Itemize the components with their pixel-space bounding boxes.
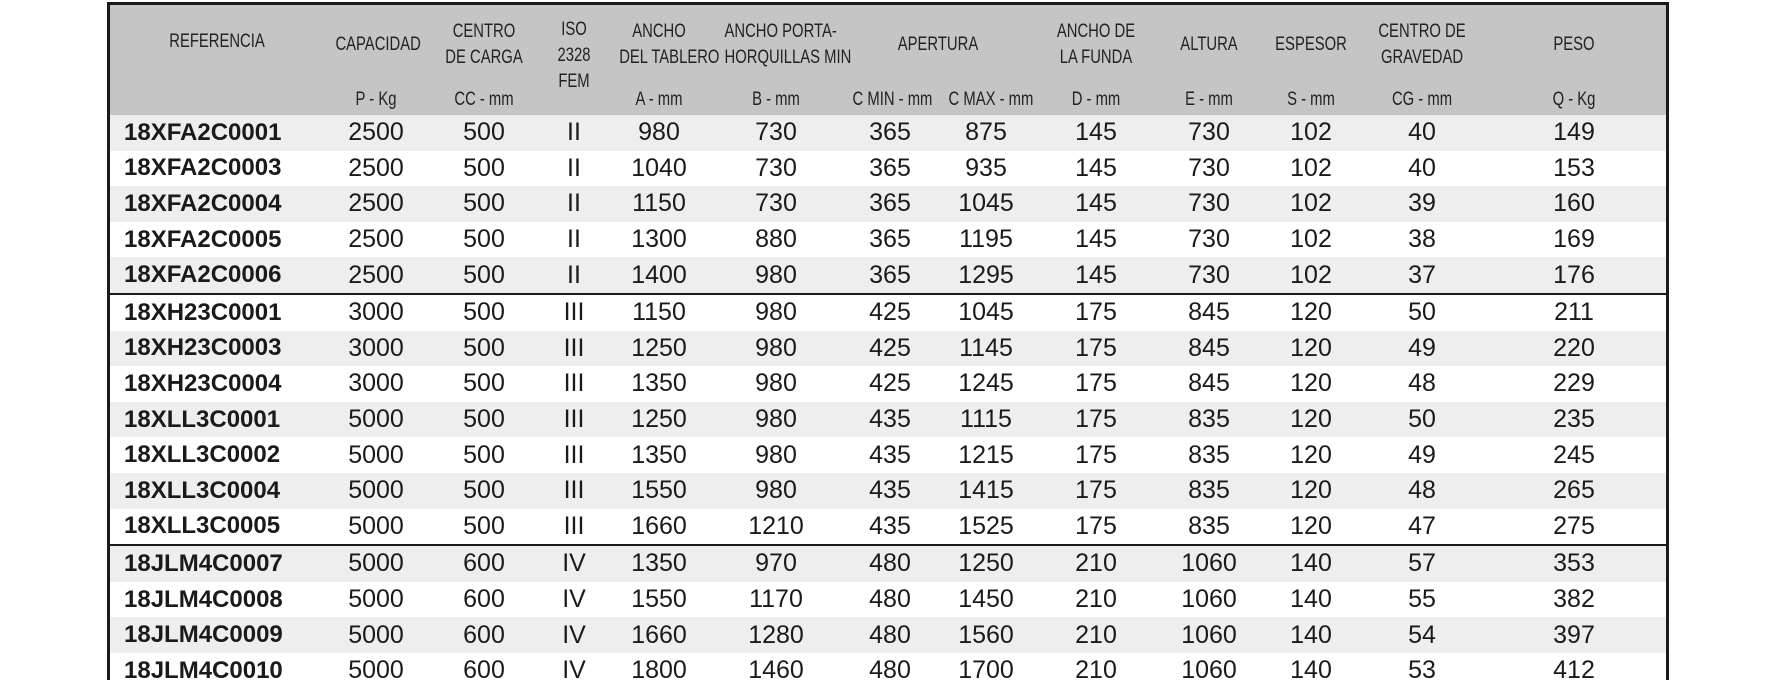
cell-altura: 730 bbox=[1188, 225, 1230, 254]
cell-iso: II bbox=[567, 153, 581, 182]
cell-altura: 730 bbox=[1188, 189, 1230, 218]
unit-espesor: S - mm bbox=[1287, 88, 1335, 110]
cell-espesor: 120 bbox=[1290, 476, 1332, 505]
cell-peso: 149 bbox=[1553, 118, 1595, 147]
cell-ancho-funda: 175 bbox=[1034, 294, 1158, 331]
cell-referencia: 18XFA2C0004 bbox=[124, 189, 282, 217]
cell-referencia: 18JLM4C0008 bbox=[124, 585, 283, 613]
cell-referencia: 18XFA2C0001 bbox=[124, 118, 282, 146]
cell-espesor: 140 bbox=[1260, 545, 1362, 582]
col-ancho-porta-line2: HORQUILLAS MIN bbox=[724, 46, 852, 68]
cell-ancho-tablero: 1350 bbox=[631, 369, 687, 398]
cell-altura: 730 bbox=[1188, 260, 1230, 289]
cell-centro-carga: 600 bbox=[428, 545, 540, 582]
cell-referencia: 18XH23C0004 bbox=[124, 369, 282, 397]
cell-capacidad: 3000 bbox=[348, 333, 404, 362]
cell-altura: 835 bbox=[1188, 405, 1230, 434]
cell-centro-carga: 500 bbox=[463, 260, 505, 289]
cell-centro-gravedad: 48 bbox=[1408, 369, 1436, 398]
cell-centro-gravedad: 48 bbox=[1408, 476, 1436, 505]
cell-iso: III bbox=[563, 476, 585, 505]
cell-referencia: 18XLL3C0002 bbox=[124, 441, 281, 469]
cell-ancho-porta: 980 bbox=[755, 260, 797, 289]
cell-ancho-funda: 175 bbox=[1075, 333, 1117, 362]
table-row bbox=[110, 151, 1666, 187]
table-row bbox=[110, 366, 1666, 402]
cell-capacidad: 2500 bbox=[348, 153, 404, 182]
cell-iso: III bbox=[563, 369, 585, 398]
cell-capacidad: 5000 bbox=[348, 585, 404, 614]
cell-ancho-porta: 1280 bbox=[748, 620, 804, 649]
cell-centro-gravedad: 38 bbox=[1408, 225, 1436, 254]
cell-referencia: 18XLL3C0001 bbox=[124, 405, 281, 433]
cell-ancho-tablero: 1550 bbox=[631, 585, 687, 614]
cell-altura: 730 bbox=[1188, 118, 1230, 147]
cell-ancho-tablero: 1660 bbox=[631, 511, 687, 540]
cell-altura: 1060 bbox=[1158, 545, 1260, 582]
cell-iso: III bbox=[540, 294, 608, 331]
unit-ancho-funda: D - mm bbox=[1071, 88, 1121, 110]
cell-c-max: 1450 bbox=[958, 585, 1014, 614]
cell-c-max: 1560 bbox=[958, 620, 1014, 649]
cell-ancho-porta: 730 bbox=[755, 153, 797, 182]
cell-ancho-porta: 980 bbox=[755, 440, 797, 469]
cell-peso: 169 bbox=[1553, 225, 1595, 254]
table-row bbox=[110, 617, 1666, 653]
col-centro-carga bbox=[440, 5, 527, 84]
cell-ancho-tablero: 1660 bbox=[631, 620, 687, 649]
cell-peso: 265 bbox=[1553, 476, 1595, 505]
cell-espesor: 102 bbox=[1290, 153, 1332, 182]
cell-centro-gravedad: 40 bbox=[1408, 118, 1436, 147]
header-row bbox=[110, 5, 1666, 84]
cell-centro-carga: 600 bbox=[463, 585, 505, 614]
cell-ancho-porta: 730 bbox=[755, 189, 797, 218]
cell-iso: III bbox=[563, 440, 585, 469]
cell-capacidad: 5000 bbox=[348, 405, 404, 434]
cell-altura: 1060 bbox=[1181, 585, 1237, 614]
table-row bbox=[110, 473, 1666, 509]
table-row bbox=[110, 582, 1666, 618]
cell-ancho-funda: 145 bbox=[1075, 118, 1117, 147]
cell-ancho-tablero: 1150 bbox=[632, 189, 686, 218]
cell-c-max: 1250 bbox=[938, 545, 1034, 582]
unit-c-max: C MAX - mm bbox=[948, 88, 1034, 110]
col-centro-gravedad bbox=[1375, 5, 1469, 84]
spec-table bbox=[110, 5, 1666, 689]
cell-centro-carga: 500 bbox=[428, 294, 540, 331]
cell-centro-carga: 500 bbox=[463, 476, 505, 505]
col-peso: PESO bbox=[1553, 33, 1595, 55]
cell-espesor: 140 bbox=[1290, 585, 1332, 614]
cell-ancho-tablero: 980 bbox=[638, 118, 680, 147]
cell-c-max: 1195 bbox=[959, 225, 1013, 254]
cell-referencia: 18XLL3C0005 bbox=[124, 512, 281, 540]
table-header bbox=[110, 5, 1666, 115]
cell-espesor: 120 bbox=[1260, 294, 1362, 331]
cell-c-max: 1525 bbox=[958, 511, 1014, 540]
cell-altura: 1060 bbox=[1181, 620, 1237, 649]
cell-ancho-porta: 970 bbox=[710, 545, 842, 582]
cell-peso: 176 bbox=[1553, 260, 1595, 289]
cell-referencia: 18XFA2C0003 bbox=[124, 154, 282, 182]
col-iso-line3: FEM bbox=[558, 71, 590, 92]
cell-espesor: 102 bbox=[1290, 225, 1332, 254]
col-ancho-tablero-line2: DEL TABLERO bbox=[619, 46, 720, 68]
cell-centro-carga: 600 bbox=[463, 656, 505, 685]
cell-espesor: 140 bbox=[1290, 656, 1332, 685]
cell-peso: 153 bbox=[1553, 153, 1595, 182]
cell-c-min: 365 bbox=[869, 225, 911, 254]
cell-c-min: 425 bbox=[842, 294, 938, 331]
cell-centro-gravedad: 40 bbox=[1408, 153, 1436, 182]
cell-capacidad: 5000 bbox=[348, 440, 404, 469]
cell-ancho-funda: 145 bbox=[1075, 260, 1117, 289]
cell-c-min: 365 bbox=[869, 189, 911, 218]
cell-referencia: 18JLM4C0009 bbox=[124, 621, 283, 649]
col-iso-line2: 2328 bbox=[557, 45, 591, 66]
table-row bbox=[110, 437, 1666, 473]
cell-c-max: 1045 bbox=[958, 189, 1014, 218]
cell-ancho-tablero: 1150 bbox=[608, 294, 710, 331]
col-ancho-tablero bbox=[619, 5, 720, 84]
cell-referencia: 18JLM4C0007 bbox=[110, 545, 324, 582]
cell-ancho-funda: 210 bbox=[1034, 545, 1158, 582]
table-row bbox=[110, 186, 1666, 222]
cell-altura: 845 bbox=[1158, 294, 1260, 331]
cell-ancho-porta: 1460 bbox=[748, 656, 804, 685]
cell-ancho-tablero: 1250 bbox=[631, 333, 687, 362]
cell-iso: IV bbox=[540, 545, 608, 582]
cell-c-min: 435 bbox=[869, 511, 911, 540]
cell-altura: 835 bbox=[1188, 476, 1230, 505]
unit-peso: Q - Kg bbox=[1552, 88, 1596, 110]
cell-referencia: 18XFA2C0005 bbox=[124, 225, 282, 253]
cell-centro-carga: 500 bbox=[463, 189, 505, 218]
cell-peso: 220 bbox=[1553, 333, 1595, 362]
cell-ancho-funda: 210 bbox=[1075, 656, 1117, 685]
cell-c-min: 365 bbox=[869, 153, 911, 182]
cell-c-max: 1145 bbox=[959, 333, 1013, 362]
cell-c-min: 480 bbox=[869, 620, 911, 649]
cell-peso: 229 bbox=[1553, 369, 1595, 398]
unit-altura: E - mm bbox=[1185, 88, 1233, 110]
cell-ancho-tablero: 1040 bbox=[631, 153, 687, 182]
cell-c-max: 1045 bbox=[938, 294, 1034, 331]
cell-iso: IV bbox=[562, 656, 586, 685]
cell-iso: IV bbox=[562, 585, 586, 614]
cell-iso: II bbox=[567, 225, 581, 254]
cell-altura: 845 bbox=[1188, 369, 1230, 398]
cell-ancho-porta: 1170 bbox=[749, 585, 803, 614]
cell-centro-carga: 500 bbox=[463, 333, 505, 362]
cell-centro-carga: 500 bbox=[463, 511, 505, 540]
cell-centro-gravedad: 50 bbox=[1408, 405, 1436, 434]
table-row bbox=[110, 402, 1666, 438]
cell-c-min: 425 bbox=[869, 369, 911, 398]
cell-iso: III bbox=[563, 511, 585, 540]
col-iso bbox=[547, 5, 600, 115]
cell-iso: IV bbox=[562, 620, 586, 649]
table-row bbox=[110, 257, 1666, 294]
cell-centro-gravedad: 50 bbox=[1362, 294, 1482, 331]
cell-capacidad: 5000 bbox=[348, 476, 404, 505]
col-referencia: REFERENCIA bbox=[169, 31, 265, 52]
cell-centro-gravedad: 39 bbox=[1408, 189, 1436, 218]
cell-c-max: 1415 bbox=[958, 476, 1014, 505]
col-apertura: APERTURA bbox=[897, 33, 979, 55]
cell-ancho-porta: 1210 bbox=[748, 511, 804, 540]
cell-capacidad: 5000 bbox=[348, 656, 404, 685]
cell-capacidad: 2500 bbox=[348, 189, 404, 218]
cell-ancho-funda: 175 bbox=[1075, 476, 1117, 505]
cell-iso: III bbox=[563, 405, 585, 434]
col-altura: ALTURA bbox=[1180, 33, 1238, 55]
table-row bbox=[110, 653, 1666, 689]
cell-c-max: 1700 bbox=[958, 656, 1014, 685]
col-centro-gravedad-line1: CENTRO DE bbox=[1378, 20, 1466, 42]
cell-c-min: 425 bbox=[869, 333, 911, 362]
cell-c-min: 365 bbox=[869, 260, 911, 289]
cell-ancho-funda: 175 bbox=[1075, 511, 1117, 540]
cell-c-max: 875 bbox=[965, 118, 1007, 147]
col-iso-line1: ISO bbox=[561, 19, 587, 40]
cell-espesor: 140 bbox=[1290, 620, 1332, 649]
col-ancho-funda bbox=[1048, 5, 1145, 84]
cell-ancho-funda: 175 bbox=[1075, 440, 1117, 469]
cell-referencia: 18XFA2C0006 bbox=[124, 261, 282, 289]
cell-centro-carga: 600 bbox=[463, 620, 505, 649]
cell-altura: 835 bbox=[1188, 511, 1230, 540]
cell-altura: 1060 bbox=[1181, 656, 1237, 685]
table-row bbox=[110, 509, 1666, 546]
cell-ancho-funda: 210 bbox=[1075, 620, 1117, 649]
unit-capacidad: P - Kg bbox=[355, 88, 397, 110]
cell-iso: III bbox=[563, 333, 585, 362]
cell-centro-carga: 500 bbox=[463, 118, 505, 147]
cell-c-min: 435 bbox=[869, 440, 911, 469]
cell-referencia: 18XH23C0003 bbox=[124, 334, 282, 362]
unit-centro-gravedad: CG - mm bbox=[1391, 88, 1453, 110]
table-row bbox=[110, 294, 1666, 331]
cell-peso: 353 bbox=[1482, 545, 1666, 582]
cell-referencia: 18JLM4C0010 bbox=[124, 656, 283, 684]
cell-altura: 845 bbox=[1188, 333, 1230, 362]
cell-peso: 235 bbox=[1553, 405, 1595, 434]
cell-ancho-funda: 145 bbox=[1075, 153, 1117, 182]
table-row bbox=[110, 545, 1666, 582]
col-ancho-funda-line1: ANCHO DE bbox=[1056, 20, 1136, 42]
cell-c-max: 1215 bbox=[958, 440, 1014, 469]
cell-ancho-porta: 980 bbox=[755, 476, 797, 505]
cell-ancho-porta: 880 bbox=[755, 225, 797, 254]
cell-c-min: 435 bbox=[869, 405, 911, 434]
cell-c-max: 1295 bbox=[958, 260, 1014, 289]
cell-altura: 835 bbox=[1188, 440, 1230, 469]
table-row bbox=[110, 331, 1666, 367]
cell-ancho-porta: 980 bbox=[755, 405, 797, 434]
cell-ancho-tablero: 1550 bbox=[631, 476, 687, 505]
cell-ancho-funda: 145 bbox=[1075, 225, 1117, 254]
cell-peso: 245 bbox=[1553, 440, 1595, 469]
unit-row bbox=[110, 84, 1666, 115]
cell-espesor: 120 bbox=[1290, 333, 1332, 362]
cell-iso: II bbox=[567, 118, 581, 147]
col-capacidad: CAPACIDAD bbox=[335, 33, 421, 55]
table-row bbox=[110, 115, 1666, 151]
cell-peso: 160 bbox=[1553, 189, 1595, 218]
cell-c-max: 1115 bbox=[960, 405, 1012, 434]
cell-c-min: 365 bbox=[869, 118, 911, 147]
unit-c-min: C MIN - mm bbox=[852, 88, 933, 110]
col-centro-gravedad-line2: GRAVEDAD bbox=[1380, 46, 1464, 68]
col-espesor: ESPESOR bbox=[1275, 33, 1347, 55]
cell-ancho-funda: 175 bbox=[1075, 369, 1117, 398]
cell-espesor: 102 bbox=[1290, 260, 1332, 289]
cell-capacidad: 3000 bbox=[348, 369, 404, 398]
cell-espesor: 120 bbox=[1290, 440, 1332, 469]
cell-centro-gravedad: 37 bbox=[1408, 260, 1436, 289]
unit-ancho-porta: B - mm bbox=[752, 88, 800, 110]
cell-centro-carga: 500 bbox=[463, 369, 505, 398]
cell-capacidad: 5000 bbox=[348, 511, 404, 540]
cell-centro-gravedad: 57 bbox=[1362, 545, 1482, 582]
cell-ancho-funda: 175 bbox=[1075, 405, 1117, 434]
cell-altura: 730 bbox=[1188, 153, 1230, 182]
cell-peso: 275 bbox=[1553, 511, 1595, 540]
col-centro-carga-line1: CENTRO bbox=[452, 20, 516, 42]
cell-ancho-funda: 210 bbox=[1075, 585, 1117, 614]
cell-referencia: 18XLL3C0004 bbox=[124, 476, 281, 504]
cell-centro-gravedad: 49 bbox=[1408, 333, 1436, 362]
cell-iso: II bbox=[567, 260, 581, 289]
cell-c-min: 480 bbox=[869, 585, 911, 614]
col-ancho-porta-line1: ANCHO PORTA- bbox=[724, 20, 837, 42]
cell-referencia: 18XH23C0001 bbox=[110, 294, 324, 331]
cell-capacidad: 5000 bbox=[324, 545, 428, 582]
cell-ancho-porta: 730 bbox=[755, 118, 797, 147]
cell-iso: II bbox=[567, 189, 581, 218]
cell-centro-carga: 500 bbox=[463, 440, 505, 469]
cell-espesor: 102 bbox=[1290, 118, 1332, 147]
cell-ancho-porta: 980 bbox=[755, 369, 797, 398]
cell-ancho-porta: 980 bbox=[710, 294, 842, 331]
cell-peso: 211 bbox=[1482, 294, 1666, 331]
cell-centro-gravedad: 53 bbox=[1408, 656, 1436, 685]
cell-ancho-tablero: 1800 bbox=[631, 656, 687, 685]
cell-centro-gravedad: 54 bbox=[1408, 620, 1436, 649]
cell-ancho-funda: 145 bbox=[1075, 189, 1117, 218]
col-ancho-tablero-line1: ANCHO bbox=[632, 20, 686, 42]
cell-capacidad: 5000 bbox=[348, 620, 404, 649]
col-ancho-porta bbox=[724, 5, 852, 84]
spec-table-frame bbox=[107, 2, 1669, 685]
cell-c-min: 480 bbox=[869, 656, 911, 685]
cell-centro-gravedad: 47 bbox=[1408, 511, 1436, 540]
cell-c-max: 935 bbox=[965, 153, 1007, 182]
cell-ancho-tablero: 1400 bbox=[631, 260, 687, 289]
cell-peso: 382 bbox=[1553, 585, 1595, 614]
cell-centro-carga: 500 bbox=[463, 405, 505, 434]
cell-ancho-tablero: 1300 bbox=[631, 225, 687, 254]
cell-ancho-tablero: 1250 bbox=[631, 405, 687, 434]
cell-c-min: 480 bbox=[842, 545, 938, 582]
cell-c-min: 435 bbox=[869, 476, 911, 505]
cell-espesor: 120 bbox=[1290, 405, 1332, 434]
table-body bbox=[110, 115, 1666, 689]
cell-capacidad: 3000 bbox=[324, 294, 428, 331]
cell-espesor: 102 bbox=[1290, 189, 1332, 218]
cell-ancho-tablero: 1350 bbox=[631, 440, 687, 469]
cell-espesor: 120 bbox=[1290, 369, 1332, 398]
cell-peso: 397 bbox=[1553, 620, 1595, 649]
cell-centro-carga: 500 bbox=[463, 153, 505, 182]
cell-c-max: 1245 bbox=[958, 369, 1014, 398]
cell-centro-carga: 500 bbox=[463, 225, 505, 254]
col-centro-carga-line2: DE CARGA bbox=[445, 46, 523, 68]
cell-ancho-porta: 980 bbox=[755, 333, 797, 362]
cell-capacidad: 2500 bbox=[348, 260, 404, 289]
cell-espesor: 120 bbox=[1290, 511, 1332, 540]
cell-centro-gravedad: 49 bbox=[1408, 440, 1436, 469]
unit-centro-carga: CC - mm bbox=[454, 88, 514, 110]
cell-capacidad: 2500 bbox=[348, 225, 404, 254]
col-ancho-funda-line2: LA FUNDA bbox=[1059, 46, 1133, 68]
unit-ancho-tablero: A - mm bbox=[635, 88, 683, 110]
table-row bbox=[110, 222, 1666, 258]
cell-centro-gravedad: 55 bbox=[1408, 585, 1436, 614]
cell-ancho-tablero: 1350 bbox=[608, 545, 710, 582]
cell-peso: 412 bbox=[1553, 656, 1595, 685]
cell-capacidad: 2500 bbox=[348, 118, 404, 147]
